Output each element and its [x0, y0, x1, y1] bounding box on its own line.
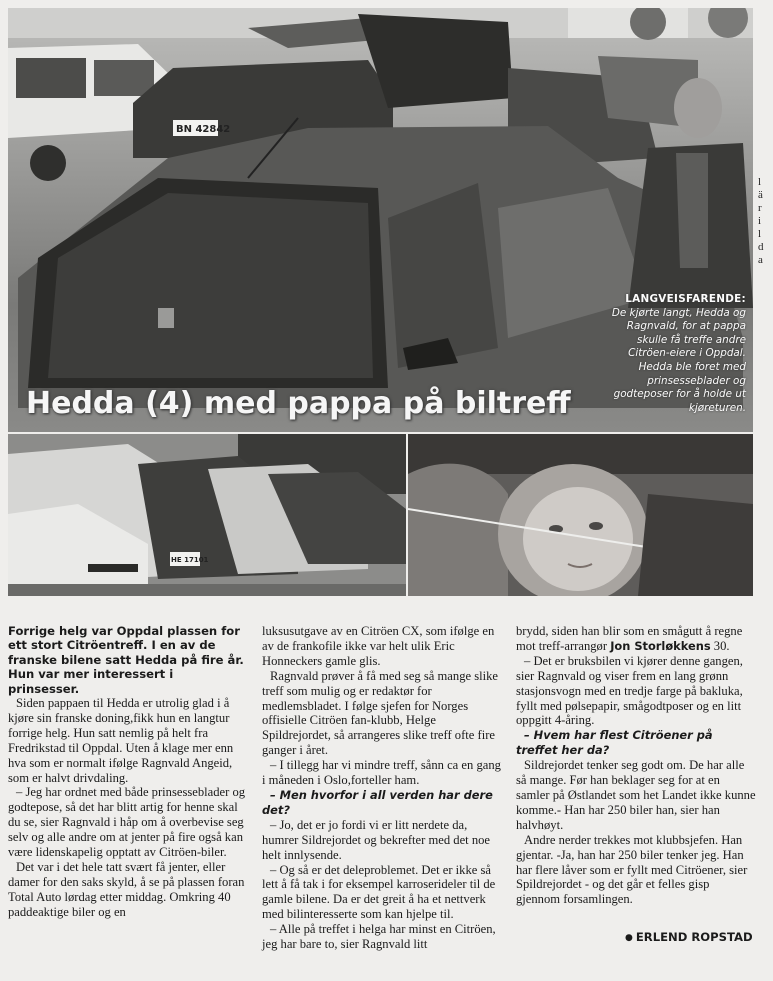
- bullet-icon: ●: [625, 933, 633, 943]
- edge-letter: a: [758, 254, 763, 266]
- edge-letter: l: [758, 176, 762, 188]
- edge-letter: i: [758, 215, 762, 227]
- license-plate-text: HE 17101: [171, 556, 209, 564]
- byline: [625, 930, 753, 944]
- license-plate-text: BN 42842: [176, 124, 231, 135]
- girl-photo: [408, 434, 753, 596]
- edge-letter: ä: [758, 189, 763, 201]
- author-name: ERLEND ROPSTAD: [635, 930, 753, 944]
- article-column-3: [516, 624, 756, 907]
- edge-letter: l: [758, 228, 762, 240]
- article-paragraph: luksusutgave av en Citröen CX, som ifølge en av de frankofile ikke var helt ulik Eric Honneckers gamle glis.: [262, 624, 495, 668]
- article-paragraph: – Det er bruksbilen vi kjører denne gangen, sier Ragnvald og viser frem en lang grønn stasjonsvogn med en tredje farge på bakluka, fyllt med pølsepapir, smågodtposer og en litt oppgitt 4-åring.: [516, 653, 743, 728]
- edge-text: [758, 176, 772, 267]
- article-text: brydd, siden han blir som en smågutt å regne mot treff-arrangør: [516, 624, 743, 653]
- article-lead: Forrige helg var Oppdal plassen for ett stort Citröentreff. I en av de franske bilene satt Hedda på fire år. Hun var mer interessert i prinsesser.: [8, 624, 244, 696]
- article-paragraph: Ragnvald prøver å få med seg så mange slike treff som mulig og er redaktør for medlemsbladet. I følge sjefen for Norges offisielle Citröen fan-klubb, Helge Spildrejordet, så arrangeres slike treff ofte fire ganger i året.: [262, 668, 499, 758]
- article-paragraph: – Jeg har ordnet med både prinsesseblader og godtepose, så det har blitt artig for henne skal du se, sier Ragnvald i håp om å overbevise seg selv og alle andre om at jenter på fire også kan være lidenskapelig opptatt av Citröen-biler.: [8, 785, 246, 860]
- article-text: 30.: [713, 638, 730, 653]
- article-column-2: [262, 624, 502, 952]
- cars-photo: [8, 434, 406, 596]
- edge-letter: r: [758, 202, 762, 214]
- article-paragraph: Det var i det hele tatt svært få jenter, eller damer for den saks skyld, å se på plassen foran Total Auto lørdag etter middag. Omkring 40 paddeaktige biler og en: [8, 860, 245, 919]
- caption-body: De kjørte langt, Hedda og Ragnvald, for at pappa skulle få treffe andre Citröen-eiere i Oppdal. Hedda ble foret med prinsesseblader og godteposer for å holde ut kjøreturen.: [611, 306, 746, 414]
- article-paragraph: – Jo, det er jo fordi vi er litt nerdete da, humrer Sildrejordet og bekrefter med det noe helt innlysende.: [262, 817, 491, 862]
- article-paragraph: – I tillegg har vi mindre treff, sånn ca en gang i måneden i Oslo,forteller ham.: [262, 758, 501, 788]
- photo-caption: [600, 293, 746, 415]
- article-paragraph: – Alle på treffet i helga har minst en Citröen, jeg har bare to, sier Ragnvald litt: [262, 922, 496, 952]
- article-paragraph: Sildrejordet tenker seg godt om. De har alle så mange. Før han beklager seg for at en samler på Østlandet som het Landet ikke kunne komme.- Han har 250 biler han, sier han halvhøyt.: [516, 758, 756, 832]
- article-paragraph: – Og så er det deleproblemet. Det er ikke så lett å få tak i for eksempel karroserideler til de gamle bilene. Da er det greit å ha et nettverk med bilinteresserte som kan hjelpe til.: [262, 862, 496, 922]
- edge-letter: d: [758, 241, 764, 253]
- headline: Hedda (4) med pappa på biltreff: [26, 386, 571, 421]
- article-question: – Men hvorfor i all verden har dere det?: [262, 787, 493, 817]
- caption-title: LANGVEISFARENDE:: [625, 293, 746, 305]
- cars-photo-illustration: [8, 434, 406, 596]
- girl-photo-illustration: [408, 434, 753, 596]
- article-question: – Hvem har flest Citröener på treffet her da?: [516, 728, 713, 758]
- organizer-name: Jon Storløkkens: [610, 638, 711, 653]
- article-paragraph: [516, 624, 756, 654]
- article-paragraph: Siden pappaen til Hedda er utrolig glad i å kjøre sin franske doning,fikk hun en langtur forrige helg. Hun satt nemlig på helt fra Fredrikstad til Oppdal. Uten å klage mer enn hva som er normalt ifølge Ragnvald Angeid, som er halvt drivdaling.: [8, 696, 234, 785]
- article-column-1: [8, 624, 248, 920]
- article-paragraph: Andre nerder trekkes mot klubbsjefen. Han gjentar. -Ja, han har 250 biler tenker jeg. Han har flere låver som er fyllt med Citröener, sier Spildrejordet - og det går et felles gisp gjennom forsamlingen.: [516, 832, 748, 907]
